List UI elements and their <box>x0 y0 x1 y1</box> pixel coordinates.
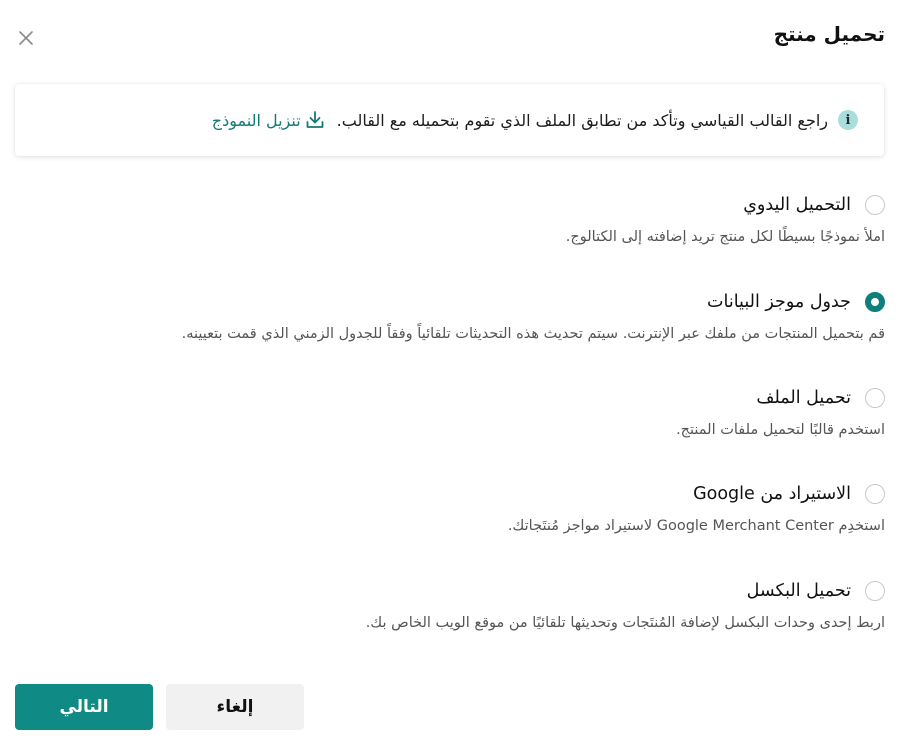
info-banner <box>15 84 884 156</box>
option-manual-upload[interactable] <box>45 195 885 245</box>
option-file-upload[interactable] <box>45 388 885 438</box>
next-button[interactable]: التالي <box>15 684 153 730</box>
download-link-label: تنزيل النموذج <box>211 110 301 130</box>
radio-manual-upload[interactable] <box>865 195 885 215</box>
radio-pixel-upload[interactable] <box>865 581 885 601</box>
option-description: املأ نموذجًا بسيطًا لكل منتج تريد إضافته إلى الكتالوج. <box>565 229 885 245</box>
option-description: قم بتحميل المنتجات من ملفك عبر الإنترنت. سيتم تحديث هذه التحديثات تلقائياً وفقاً للجدول الزمني الذي قمت بتعيينه. <box>181 326 885 342</box>
radio-google-import[interactable] <box>865 484 885 504</box>
option-label: تحميل الملف <box>756 388 851 408</box>
option-data-feed-schedule[interactable] <box>45 292 885 342</box>
option-description: استخدم قالبًا لتحميل ملفات المنتج. <box>676 422 885 438</box>
option-label: الاستيراد من Google <box>693 484 851 504</box>
info-text: راجع القالب القياسي وتأكد من تطابق الملف الذي تقوم بتحميله مع القالب. <box>336 110 828 130</box>
download-icon <box>305 110 325 130</box>
close-button[interactable] <box>14 26 38 50</box>
option-description: اربط إحدى وحدات البكسل لإضافة المُنتَجات وتحديثها تلقائيًا من موقع الويب الخاص بك. <box>365 615 885 631</box>
option-google-import[interactable] <box>45 484 885 534</box>
option-pixel-upload[interactable] <box>45 581 885 631</box>
radio-data-feed-schedule[interactable] <box>865 292 885 312</box>
option-description: استخدِم Google Merchant Center لاستيراد مواجز مُنتَجاتك. <box>507 518 885 534</box>
cancel-button[interactable]: إلغاء <box>166 684 304 730</box>
option-label: تحميل البكسل <box>746 581 851 601</box>
download-template-link[interactable] <box>212 110 325 130</box>
option-label: جدول موجز البيانات <box>707 292 851 312</box>
close-icon <box>18 30 34 46</box>
dialog-title: تحميل منتج <box>773 22 885 46</box>
info-icon: i <box>838 110 858 130</box>
option-label: التحميل اليدوي <box>743 195 851 215</box>
radio-file-upload[interactable] <box>865 388 885 408</box>
